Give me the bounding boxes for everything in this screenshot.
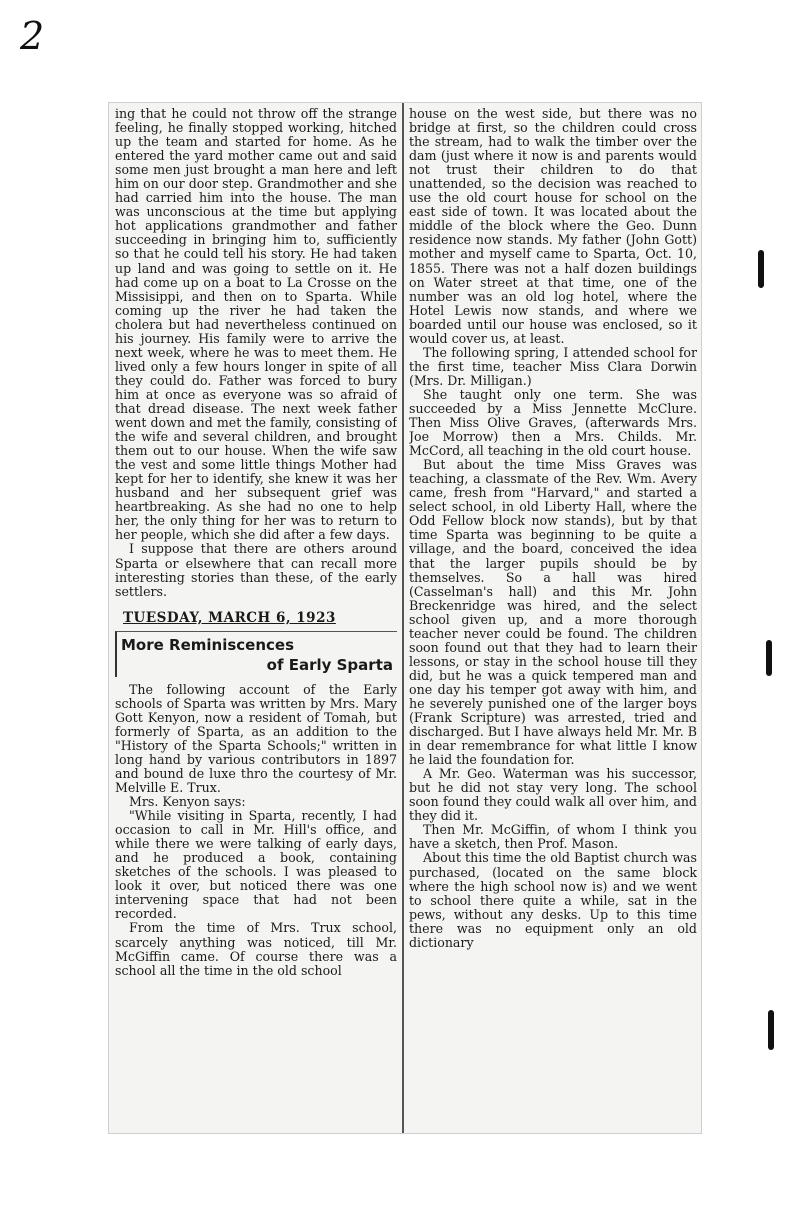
left-column xyxy=(115,107,397,1133)
intro-paragraph: From the time of Mrs. Trux school, scarcely anything was noticed, till Mr. McGiffin came. Of course there was a school all the time in the old school xyxy=(115,920,397,978)
margin-mark xyxy=(758,250,764,288)
column-divider xyxy=(402,103,404,1133)
article-paragraph: About this time the old Baptist church was purchased, (located on the same block where the high school now is) and we went to school there quite a while, sat in the pews, without any desks. Up to this time there was no equipment only an old dictionary xyxy=(409,850,697,950)
article-paragraph: house on the west side, but there was no bridge at first, so the children could cross the stream, had to walk the timber over the dam (just where it now is and parents would not trust their children to do that unattended, so the decision was reached to use the old court house for school on the east side of town. It was located about the middle of the block where the Geo. Dunn residence now stands. My father (John Gott) mother and myself came to Sparta, Oct. 10, 1855. There was not a half dozen buildings on Water street at that time, one of the number was an old log hotel, where the Hotel Lewis now stands, and where we boarded until our house was enclosed, so it would cover us, at least. xyxy=(409,107,697,346)
margin-mark xyxy=(768,1010,774,1050)
headline-line-2: of Early Sparta xyxy=(266,655,393,674)
article-paragraph: She taught only one term. She was succeeded by a Miss Jennette McClure. Then Miss Olive Graves, (afterwards Mrs. Joe Morrow) then a Mrs. Childs. Mr. McCord, all teaching in the old court house. xyxy=(409,386,697,459)
article-paragraph: I suppose that there are others around Sparta or elsewhere that can recall more interesting stories than these, of the early settlers. xyxy=(115,541,397,599)
margin-mark xyxy=(766,640,772,676)
right-column xyxy=(409,107,697,1133)
article-paragraph: ing that he could not throw off the strange feeling, he finally stopped working, hitched up the team and started for home. As he entered the yard mother came out and said some men just brought a man here and left him on our door step. Grandmother and she had carried him into the house. The man was unconscious at the time but applying hot applications grandmother and father succeeding in bringing him to, sufficiently so that he could tell his story. He had taken up land and was going to settle on it. He had come up on a boat to La Crosse on the Missisippi, and then on to Sparta. While coming up the river he had taken the cholera but had nevertheless continued on his journey. His family were to arrive the next week, where he was to meet them. He lived only a few hours longer in spite of all they could do. Father was forced to bury him at once as everyone was so afraid of that dread disease. The next week father went down and met the family, consisting of the wife and several children, and brought them out to our house. When the wife saw the vest and some little things Mother had kept for her to identify, she knew it was her husband and her subsequent grief was heartbreaking. As she had no one to help her, the only thing for her was to return to her people, which she did after a few days. xyxy=(115,107,397,543)
headline xyxy=(115,631,397,677)
article-paragraph: Then Mr. McGiffin, of whom I think you have a sketch, then Prof. Mason. xyxy=(409,822,697,852)
article-paragraph: But about the time Miss Graves was teaching, a classmate of the Rev. Wm. Avery came, fresh from "Harvard," and started a select school, in old Liberty Hall, where the Odd Fellow block now stands), but by that time Sparta was beginning to be quite a village, and the board, conceived the idea that the larger pupils should be by themselves. So a hall was hired (Casselman's hall) and this Mr. John Breckenridge was hired, and the select school given up, and a more thorough teacher never could be found. The children soon found out that they had to learn their lessons, or stay in the school house till they did, but he was a quick tempered man and one day his temper got away with him, and he severely punished one of the larger boys (Frank Scripture) was arrested, tried and discharged. But I have always held Mr. Mr. B in dear remembrance for what little I know he laid the foundation for. xyxy=(409,457,697,768)
intro-paragraph: The following account of the Early schools of Sparta was written by Mrs. Mary Gott Kenyon, now a resident of Tomah, but formerly of Sparta, as an addition to the "History of the Sparta Schools;" written in long hand by various contributors in 1897 and bound de luxe thro the courtesy of Mr. Melville E. Trux. xyxy=(115,681,397,796)
date-heading: TUESDAY, MARCH 6, 1923 xyxy=(123,609,336,626)
page-number: 2 xyxy=(20,14,45,58)
newspaper-clipping xyxy=(108,102,702,1134)
article-paragraph: A Mr. Geo. Waterman was his successor, but he did not stay very long. The school soon found they could walk all over him, and they did it. xyxy=(409,766,697,824)
intro-paragraph: "While visiting in Sparta, recently, I had occasion to call in Mr. Hill's office, and while there we were talking of early days, and he produced a book, containing sketches of the schools. I was pleased to look it over, but noticed there was one intervening space that had not been recorded. xyxy=(115,808,397,922)
headline-line-1: More Reminiscences xyxy=(121,635,295,654)
intro-paragraph: Mrs. Kenyon says: xyxy=(129,794,246,810)
article-paragraph: The following spring, I attended school for the first time, teacher Miss Clara Dorwin (Mrs. Dr. Milligan.) xyxy=(409,344,697,388)
